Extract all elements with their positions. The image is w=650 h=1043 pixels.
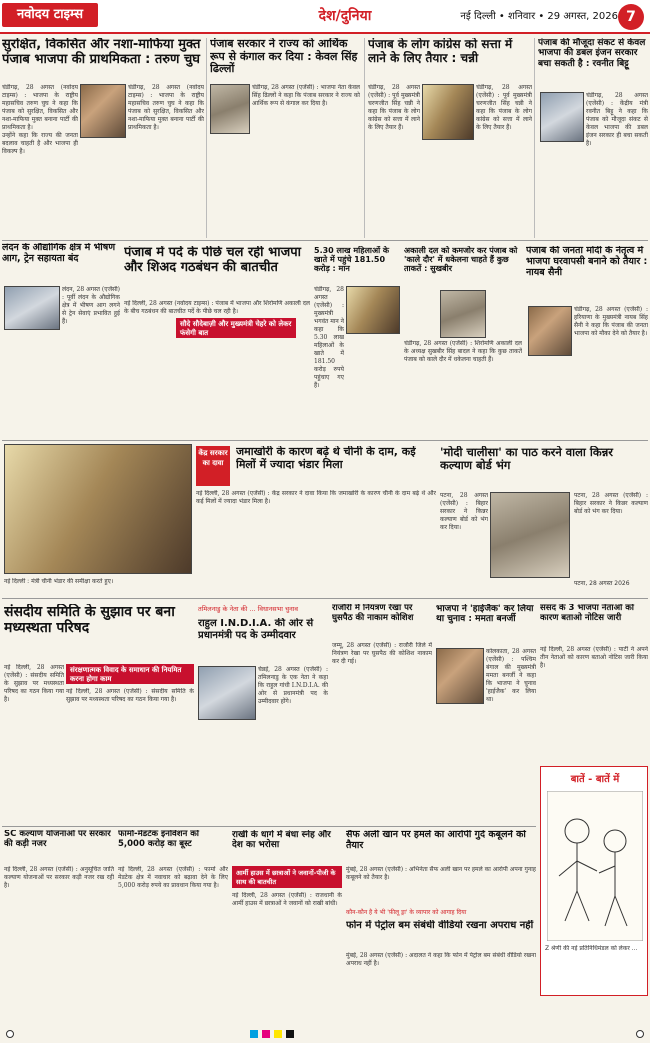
column-divider: [364, 38, 365, 238]
story-s13-body: [258, 666, 328, 822]
headline-text: संसदीय समिति के सुझाव पर बना मध्यस्थता परिषद: [4, 604, 175, 637]
section-title: देश/दुनिया: [318, 8, 372, 24]
cyan-swatch: [250, 1030, 258, 1038]
story-s3-headline: [368, 38, 530, 82]
photo-caption: पटना, 28 अगस्त 2026: [574, 580, 630, 587]
story-s17-body: [4, 866, 114, 1026]
story-s13-headline: [198, 618, 328, 662]
photo-kinnar-board: [490, 492, 570, 578]
story-s6-headline: [124, 246, 310, 294]
paragraph: नई दिल्ली, 28 अगस्त (एजेंसी) : संसदीय समिति के सुझाव पर मध्यस्थता परिषद का गठन किया गया है।: [4, 664, 64, 703]
story-s12-body-col2: [66, 688, 194, 822]
story-s5-headline: [2, 243, 120, 283]
photo-mamata-banerjee: [436, 648, 484, 704]
story-s2-body: [252, 84, 360, 234]
headline-text: SC कल्याण योजनाओं पर सरकार की कड़ी नजर: [4, 830, 111, 849]
story-s15-body: [486, 648, 536, 818]
cartoon-box: [540, 766, 648, 996]
paragraph: पटना, 28 अगस्त (एजेंसी) : बिहार सरकार ने किन्नर कल्याण बोर्ड को भंग कर दिया।: [440, 492, 488, 531]
headline-text: 5.30 लाख महिलाओं के खाते में पहुंचे 181.50 करोड़ : मान: [314, 246, 390, 274]
paragraph: मुंबई, 28 अगस्त (एजेंसी) : अदालत ने कहा कि फोन में पेट्रोल बम संबंधी वीडियो रखना अपराध नहीं है।: [346, 952, 536, 967]
dateline: नई दिल्ली • शनिवार • 29 अगस्त, 2026: [460, 11, 618, 22]
story-s4-headline: [538, 38, 648, 90]
subhead: संरक्षणात्मक विवाद के समाधान की नियमित करना होगा काम: [66, 664, 194, 684]
story-s11-body: [440, 492, 488, 592]
registration-mark: [636, 1030, 644, 1038]
headline-text: पंजाब के लोग कांग्रेस को सत्ता में लाने के लिए तैयार : चन्नी: [368, 38, 513, 65]
story-s14-body: [332, 642, 432, 822]
photo-ravneet-bittu: [540, 92, 584, 142]
headline-text: पंजाब में पर्दे के पीछे चल रही भाजपा और शिअद गठबंधन की बातचीत: [124, 246, 301, 275]
story-s2-headline: [210, 38, 360, 82]
photo-kewal-dhillon: [210, 84, 250, 134]
headline-text: फोन में पेट्रोल बम संबंधी वीडियो रखना अपराध नहीं: [346, 920, 534, 931]
paragraph: चंडीगढ़, 28 अगस्त (एजेंसी) : पूर्व मुख्यमंत्री चरणजीत सिंह चन्नी ने कहा कि पंजाब के लोग कांग्रेस को सत्ता में लाने के लिए तैयार हैं।: [368, 84, 420, 131]
headline-text: पंजाब की मौजूदा संकट से केवल भाजपा की डबल इंजन सरकार बचा सकती है : रवनीत बिट्टू: [538, 38, 646, 69]
headline-text: सैफ अली खान पर हमले का आरोपी गुर्द कबूलने को तैयार: [346, 830, 526, 851]
magenta-swatch: [262, 1030, 270, 1038]
story-s6-body: [124, 300, 310, 440]
story-s13-kicker: तमिलनाडु के नेता की ... विधानसभा चुनाव: [198, 605, 298, 613]
story-s16-headline: [540, 604, 648, 644]
paragraph: उन्होंने कहा कि राज्य की जनता बदलाव चाहती है और भाजपा ही विकल्प है।: [2, 132, 78, 155]
headline-text: संसद के 3 भाजपा नेताओं को कारण बताओ नोटिस जारी: [540, 604, 634, 623]
story-s11-headline: [440, 446, 648, 486]
photo-sukhbir-badal: [440, 290, 486, 338]
story-s18-body: [118, 866, 228, 1026]
cartoon-caption: Z श्रेणी की नई प्रतिनिधिमंडल को लेकर ...: [545, 945, 638, 952]
paragraph: लंदन, 28 अगस्त (एजेंसी) : पूर्वी लंदन के औद्योगिक क्षेत्र में भीषण आग लगने से ट्रेन सेवाएं प्रभावित हुई हैं।: [62, 286, 120, 325]
newspaper-brand: नवोदय टाइम्स: [2, 3, 98, 27]
headline-text: जमाखोरी के कारण बढ़े थे चीनी के दाम, कई मिलों में ज्यादा भंडार मिला: [236, 446, 416, 471]
story-s5-body: [62, 286, 120, 436]
photo-rahul-gandhi: [198, 666, 256, 720]
story-s12-headline: [4, 604, 194, 660]
headline-text: पंजाब की जनता मोदी के नेतृत्व में भाजपा घरवापसी बनाने को तैयार : नायब सैनी: [526, 246, 648, 278]
headline-text: राखी के धागे में बंधा स्नेह और देश का भरोसा: [232, 830, 331, 851]
black-swatch: [286, 1030, 294, 1038]
cartoon-drawing: [547, 791, 643, 941]
pullquote: सौदे सौदेबाज़ी और मुख्यमंत्री चेहरे को लेकर फंसेगी बात: [176, 318, 296, 338]
paragraph: चंडीगढ़, 28 अगस्त (एजेंसी) : भाजपा नेता केवल सिंह ढिल्लों ने कहा कि पंजाब सरकार ने राज्य को आर्थिक रूप से कंगाल कर दिया है।: [252, 84, 360, 107]
paragraph: चंडीगढ़, 28 अगस्त (एजेंसी) : पूर्व मुख्यमंत्री चरणजीत सिंह चन्नी ने कहा कि पंजाब के लोग कांग्रेस को सत्ता में लाने के लिए तैयार हैं।: [476, 84, 532, 131]
story-tag: केंद्र सरकार का दावा: [196, 446, 230, 486]
page-number: 7: [618, 4, 644, 30]
story-s19-body: [232, 892, 342, 1026]
photo-caption: नई दिल्ली : मंत्री चीनी भंडार की समीक्षा करते हुए।: [4, 578, 114, 585]
paragraph: चंडीगढ़, 28 अगस्त (एजेंसी) : केंद्रीय मंत्री रवनीत बिट्टू ने कहा कि पंजाब को मौजूदा संकट से केवल भाजपा की डबल इंजन सरकार ही बचा सकती है।: [586, 92, 648, 147]
story-s15-headline: [436, 604, 536, 644]
story-s8-body: [404, 340, 522, 436]
story-s20-body: [346, 866, 536, 906]
headline-text: पंजाब सरकार ने राज्य को आर्थिक रूप से कंगाल कर दिया : केवल सिंह ढिल्लों: [210, 38, 358, 76]
story-s21-kicker: कौन-कौन है ये भी 'फ़ीलू ड्रा' के व्यापार को आगाह दिया: [346, 909, 467, 916]
story-s3-body-col2: [476, 84, 532, 234]
paragraph: नई दिल्ली, 28 अगस्त (एजेंसी) : संसदीय समिति के सुझाव पर मध्यस्थता परिषद का गठन किया गया है।: [66, 688, 194, 703]
headline-text: अकाली दल को कमजोर कर पंजाब को 'काले दौर' में धकेलना चाहते हैं कुछ ताकतें : सुखबीर: [404, 246, 518, 274]
story-s7-body: [314, 286, 344, 436]
story-s1-body-col2: [128, 84, 204, 204]
story-s19-headline: [232, 830, 342, 864]
paragraph: चंडीगढ़, 28 अगस्त (एजेंसी) : शिरोमणि अकाली दल के अध्यक्ष सुखबीर सिंह बादल ने कहा कि कुछ ताकतें पंजाब को काले दौर में धकेलना चाहती हैं।: [404, 340, 522, 363]
story-s1-body: [2, 84, 78, 204]
photo-bhagwant-mann: [346, 286, 400, 334]
photo-nayab-saini: [528, 306, 572, 356]
story-s10-headline: [236, 446, 436, 486]
paragraph: पटना, 28 अगस्त (एजेंसी) : बिहार सरकार ने किन्नर कल्याण बोर्ड को भंग कर दिया।: [574, 492, 648, 515]
paragraph: चेन्नई, 28 अगस्त (एजेंसी) : तमिलनाडु के एक नेता ने कहा कि राहुल गांधी I.N.D.I.A. की ओर से प्रधानमंत्री पद के उम्मीदवार होंगे।: [258, 666, 328, 705]
story-s9-body: [574, 306, 648, 436]
registration-mark: [6, 1030, 14, 1038]
paragraph: नई दिल्ली, 28 अगस्त (एजेंसी) : फार्मा और मेडटेक क्षेत्र में नवाचार को बढ़ावा देने के लिए 5,000 करोड़ रुपये का प्रावधान किया गया है।: [118, 866, 228, 889]
story-s10-body: [196, 490, 436, 586]
column-divider: [206, 38, 207, 238]
story-s18-headline: [118, 830, 228, 864]
paragraph: चंडीगढ़, 28 अगस्त (नवोदय टाइम्स) : भाजपा के राष्ट्रीय महासचिव तरुण चुघ ने कहा कि पंजाब को सुरक्षित, विकसित और नशा-माफिया मुक्त बनाना पार्टी की प्राथमिकता है।: [2, 84, 78, 131]
photo-london-fire: [4, 286, 60, 330]
story-s20-headline: [346, 830, 536, 864]
headline-text: भाजपा ने 'हाईजैक' कर लिया था चुनाव : ममता बनर्जी: [436, 604, 534, 625]
paragraph: जम्मू, 28 अगस्त (एजेंसी) : राजौरी जिले में नियंत्रण रेखा पर घुसपैठ की कोशिश नाकाम कर दी गई।: [332, 642, 432, 665]
paragraph: चंडीगढ़, 28 अगस्त (एजेंसी) : मुख्यमंत्री भगवंत मान ने कहा कि 5.30 लाख महिलाओं के खाते में 181.50 करोड़ रुपये पहुंचाए गए हैं।: [314, 286, 344, 389]
paragraph: नई दिल्ली, 28 अगस्त (एजेंसी) : पार्टी ने अपने तीन नेताओं को कारण बताओ नोटिस जारी किया है।: [540, 646, 648, 669]
row-divider: [2, 440, 648, 441]
row-divider: [2, 826, 536, 827]
paragraph: चंडीगढ़, 28 अगस्त (एजेंसी) : हरियाणा के मुख्यमंत्री नायब सिंह सैनी ने कहा कि पंजाब की जनता भाजपा को मौका देने को तैयार है।: [574, 306, 648, 337]
paragraph: मुंबई, 28 अगस्त (एजेंसी) : अभिनेता सैफ अली खान पर हमले का आरोपी अपना गुनाह कबूलने को तैयार है।: [346, 866, 536, 881]
row-divider: [2, 598, 648, 599]
photo-sugar-review: [4, 444, 192, 574]
story-s1-headline: [2, 38, 202, 82]
paragraph: चंडीगढ़, 28 अगस्त (नवोदय टाइम्स) : भाजपा के राष्ट्रीय महासचिव तरुण चुघ ने कहा कि पंजाब को सुरक्षित, विकसित और नशा-माफिया मुक्त बनाना पार्टी की प्राथमिकता है।: [128, 84, 204, 131]
subhead: आर्मी हाउस में छात्राओं ने जवानों-पीजी के साथ की बातचीत: [232, 866, 342, 888]
story-s9-headline: [526, 246, 648, 302]
paragraph: नई दिल्ली, 28 अगस्त (नवोदय टाइम्स) : पंजाब में भाजपा और शिरोमणि अकाली दल के बीच गठबंधन की बातचीत पर्दे के पीछे चल रही है।: [124, 300, 310, 315]
headline-text: 'मोदी चालीसा' का पाठ करने वाला किन्नर कल्याण बोर्ड भंग: [440, 446, 613, 473]
headline-text: लंदन के औद्योगिक क्षेत्र में भीषण आग, ट्रेन सहायता बंद: [2, 243, 116, 264]
headline-text: राहुल I.N.D.I.A. की ओर से प्रधानमंत्री पद के उम्मीदवार: [198, 618, 314, 641]
cartoon-title: बातें - बातें में: [570, 774, 620, 785]
story-s3-body: [368, 84, 420, 234]
story-s7-headline: [314, 246, 400, 282]
headline-text: राजौरी में नियंत्रण रेखा पर घुसपैठ की नाकाम कोशिश: [332, 604, 414, 623]
story-s8-headline: [404, 246, 522, 290]
paragraph: कोलकाता, 28 अगस्त (एजेंसी) : पश्चिम बंगाल की मुख्यमंत्री ममता बनर्जी ने कहा कि भाजपा ने चुनाव 'हाईजैक' कर लिया था।: [486, 648, 536, 703]
story-s17-headline: [4, 830, 114, 864]
story-s11-body-col2: [574, 492, 648, 592]
story-s21-body: [346, 952, 536, 1026]
page-header: [0, 0, 650, 34]
headline-text: सुरक्षित, विकसित और नशा-माफिया मुक्त पंजाब भाजपा की प्राथमिकता : तरुण चुघ: [2, 38, 201, 67]
photo-channi: [422, 84, 474, 140]
column-divider: [534, 38, 535, 238]
story-s21-headline: [346, 920, 536, 950]
row-divider: [2, 240, 648, 241]
paragraph: नई दिल्ली, 28 अगस्त (एजेंसी) : केंद्र सरकार ने दावा किया कि जमाखोरी के कारण चीनी के दाम बढ़े थे और कई मिलों में ज्यादा भंडार मिला है।: [196, 490, 436, 505]
story-s16-body: [540, 646, 648, 762]
headline-text: फार्मा-मेडटेक इनोवेशन को 5,000 करोड़ का बूस्ट: [118, 830, 199, 849]
paragraph: नई दिल्ली, 28 अगस्त (एजेंसी) : राजधानी के आर्मी हाउस में छात्राओं ने जवानों को राखी बांधी।: [232, 892, 342, 907]
photo-tarun-chugh: [80, 84, 126, 138]
story-s14-headline: [332, 604, 432, 640]
yellow-swatch: [274, 1030, 282, 1038]
paragraph: नई दिल्ली, 28 अगस्त (एजेंसी) : अनुसूचित जाति कल्याण योजनाओं पर सरकार कड़ी नजर रख रही है।: [4, 866, 114, 889]
story-s4-body: [586, 92, 648, 234]
story-s12-body: [4, 664, 64, 822]
